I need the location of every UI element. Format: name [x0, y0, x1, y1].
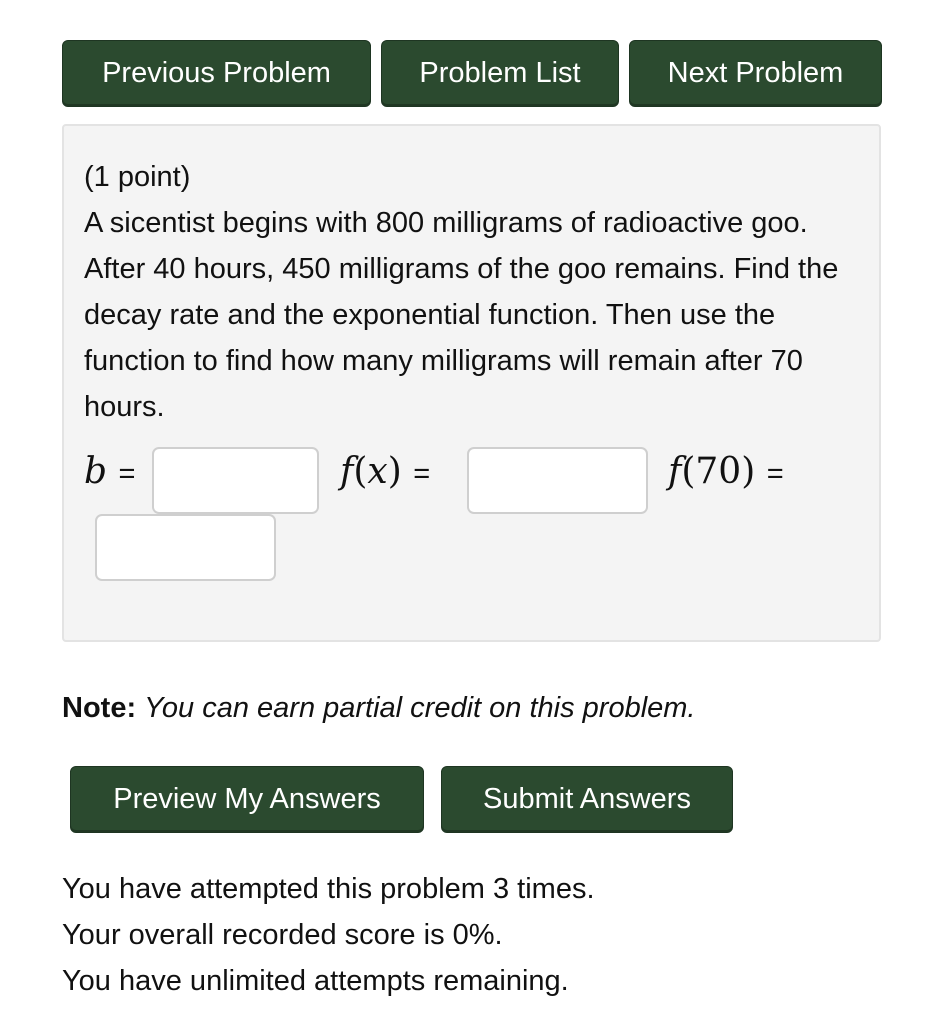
f-function: f [340, 451, 354, 492]
next-problem-button[interactable]: Next Problem [629, 40, 882, 107]
f70-answer-input[interactable] [95, 514, 276, 581]
problem-panel [62, 124, 881, 642]
b-label [84, 452, 135, 494]
note-label: Note: [62, 692, 137, 724]
attempts-remaining-text: You have unlimited attempts remaining. [62, 965, 569, 997]
partial-credit-note [62, 692, 695, 725]
recorded-score-text: Your overall recorded score is 0%. [62, 919, 503, 951]
70-argument: 70 [695, 451, 742, 492]
f70-label: f(70) = [668, 451, 784, 492]
previous-problem-button[interactable]: Previous Problem [62, 40, 371, 107]
equals-sign: = [413, 458, 431, 490]
preview-answers-button[interactable]: Preview My Answers [70, 766, 424, 833]
equals-sign: = [766, 458, 784, 490]
equals-sign: = [118, 458, 136, 490]
problem-navigation [62, 40, 882, 107]
f-function: f [668, 451, 682, 492]
answer-actions [70, 766, 733, 833]
x-argument: x [367, 451, 388, 492]
b-variable: b [84, 451, 108, 492]
fx-answer-input[interactable] [467, 447, 648, 514]
note-text: You can earn partial credit on this problem. [144, 692, 696, 724]
submit-answers-button[interactable]: Submit Answers [441, 766, 733, 833]
attempt-status [62, 866, 595, 1004]
attempts-count-text: You have attempted this problem 3 times. [62, 873, 595, 905]
problem-list-button[interactable]: Problem List [381, 40, 619, 107]
problem-points: (1 point) [84, 161, 191, 193]
fx-label: f(x) = [340, 451, 431, 492]
b-answer-input[interactable] [152, 447, 319, 514]
problem-statement: A sicentist begins with 800 milligrams of radioactive goo. After 40 hours, 450 milligrams of the goo remains. Find the decay rate and the exponential function. Then use the function to find how many milligrams will remain after 70 hours. [84, 207, 839, 423]
